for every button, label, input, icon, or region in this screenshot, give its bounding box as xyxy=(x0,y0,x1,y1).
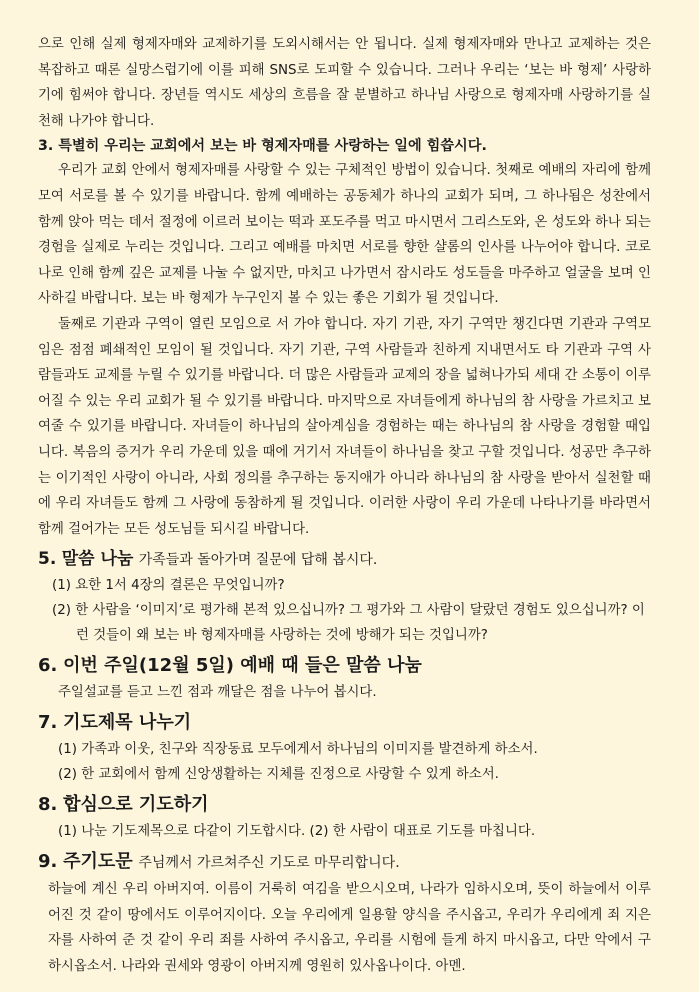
section-9-heading xyxy=(38,848,651,877)
section-7-title: 기도제목 나누기 xyxy=(63,712,192,734)
section-8-note: (1) 나눈 기도제목으로 다같이 기도합시다. (2) 한 사람이 대표로 기도를 마칩니다. xyxy=(58,824,536,840)
section-8-title: 합심으로 기도하기 xyxy=(63,794,209,816)
section-7-number: 7. xyxy=(38,712,58,734)
section-6-number: 6. xyxy=(38,655,58,677)
point-3-paragraph-1: 우리가 교회 안에서 형제자매를 사랑할 수 있는 구체적인 방법이 있습니다. 첫째로 예배의 자리에 함께 모여 서로를 볼 수 있기를 바랍니다. 함께 예배하는 공동체가 하나의 교회가 되며, 그 하나됨은 성찬에서 함께 앉아 먹는 데서 절정에 이르러 보이는 떡과 포도주를 먹고 마시면서 그리스도와, 온 성도와 하나 되는 경험을 실제로 누리는 것입니다. 그리고 예배를 마치면 서로를 향한 샬롬의 인사를 나누어야 합니다. 코로나로 인해 함께 깊은 교제를 나눌 수 없지만, 마치고 나가면서 잠시라도 성도들을 마주하고 얼굴을 보며 인사하길 바랍니다. 보는 바 형제가 누구인지 볼 수 있는 좋은 기회가 될 것입니다. xyxy=(38,163,651,307)
prayer-topic-2: (2) 한 교회에서 함께 신앙생활하는 지체를 진정으로 사랑할 수 있게 하소서. xyxy=(58,767,499,783)
section-5-subtitle: 가족들과 돌아가며 질문에 답해 봅시다. xyxy=(138,552,378,569)
question-item-2: (2) 한 사람을 ‘이미지’로 평가해 본적 있으십니까? 그 평가와 그 사람이 달랐던 경험도 있으십니까? 이런 것들이 왜 보는 바 형제자매를 사랑하는 것에 방해가 되는 것입니까? xyxy=(52,603,645,644)
question-item-1: (1) 요한 1서 4장의 결론은 무엇입니까? xyxy=(52,578,285,594)
point-3-paragraph-2: 둘째로 기관과 구역이 열린 모임으로 서 가야 합니다. 자기 기관, 자기 구역만 챙긴다면 기관과 구역모임은 점점 폐쇄적인 모임이 될 것입니다. 자기 기관, 구역 사람들과 친하게 지내면서도 타 기관과 구역 사람들과도 교제를 누릴 수 있기를 바랍니다. 더 많은 사람들과 교제의 장을 넓혀나가되 세대 간 소통이 이루어질 수 있는 우리 교회가 될 수 있기를 바랍니다. 마지막으로 자녀들에게 하나님의 참 사랑을 가르치고 보여줄 수 있기를 바랍니다. 자녀들이 하나님의 살아계심을 경험하는 때는 하나님의 참 사랑을 경험할 때입니다. 복음의 증거가 우리 가운데 있을 때에 거기서 자녀들이 하나님을 찾고 구할 것입니다. 성공만 추구하는 이기적인 사랑이 아니라, 사회 정의를 추구하는 동지애가 아니라 하나님의 참 사랑을 받아서 실천할 때에 우리 자녀들도 함께 그 사랑에 동참하게 될 것입니다. 이러한 사랑이 우리 가운데 나타나기를 바라면서 함께 걸어가는 모든 성도님들 되시길 바랍니다. xyxy=(38,316,651,537)
section-7-heading xyxy=(38,709,651,737)
section-5-heading xyxy=(38,546,651,573)
section-8-heading xyxy=(38,791,651,819)
section-6-note: 주일설교를 듣고 느낀 점과 깨달은 점을 나누어 봅시다. xyxy=(58,685,377,701)
section-5-title: 말씀 나눔 xyxy=(61,549,134,570)
section-9-subtitle: 주님께서 가르쳐주신 기도로 마무리합니다. xyxy=(138,855,400,872)
intro-paragraph: 으로 인해 실제 형제자매와 교제하기를 도외시해서는 안 됩니다. 실제 형제자매와 만나고 교제하는 것은 복잡하고 때론 실망스럽기에 이를 피해 SNS로 도피할 수 있습니다. 그러나 우리는 ‘보는 바 형제’ 사랑하기에 힘써야 합니다. 장년들 역시도 세상의 흐름을 잘 분별하고 하나님 사랑으로 형제자매 사랑하기를 실천해 나가야 합니다. xyxy=(38,37,651,129)
prayer-topic-1: (1) 가족과 이웃, 친구와 직장동료 모두에게서 하나님의 이미지를 발견하게 하소서. xyxy=(58,742,538,758)
section-6-title: 이번 주일(12월 5일) 예배 때 들은 말씀 나눔 xyxy=(63,655,422,677)
section-9-title: 주기도문 xyxy=(63,851,133,873)
section-5-number: 5. xyxy=(38,549,57,570)
section-9-number: 9. xyxy=(38,851,58,873)
section-8-number: 8. xyxy=(38,794,58,816)
point-3-heading: 3. 특별히 우리는 교회에서 보는 바 형제자매를 사랑하는 일에 힘씁시다. xyxy=(38,138,487,155)
lords-prayer-text: 하늘에 계신 우리 아버지여. 이름이 거룩히 여김을 받으시오며, 나라가 임하시오며, 뜻이 하늘에서 이루어진 것 같이 땅에서도 이루어지이다. 오늘 우리에게 일용할 양식을 주시옵고, 우리가 우리에게 죄 지은 자를 사하여 준 것 같이 우리 죄를 사하여 주시옵고, 우리를 시험에 들게 하지 마시옵고, 다만 악에서 구하시옵소서. 나라와 권세와 영광이 아버지께 영원히 있사옵나이다. 아멘. xyxy=(48,882,651,974)
section-6-heading xyxy=(38,652,651,680)
